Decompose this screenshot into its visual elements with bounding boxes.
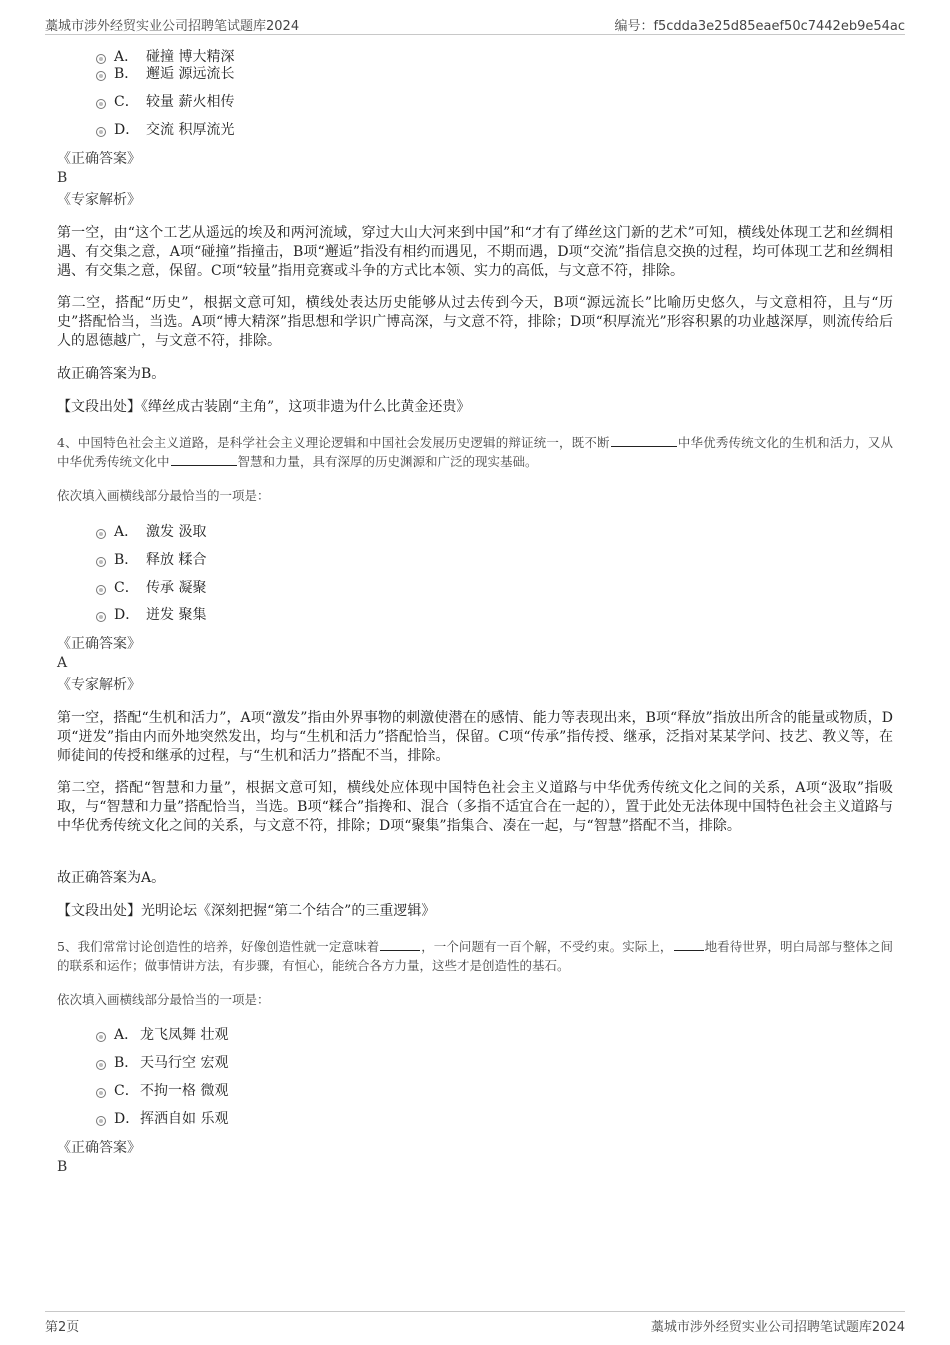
radio-icon[interactable] <box>96 1088 106 1098</box>
fill-blank <box>674 938 704 951</box>
q3-conclusion: 故正确答案为B。 <box>57 366 166 382</box>
page-footer <box>45 1311 905 1335</box>
q3-answer: B <box>57 170 68 186</box>
q4-option-a[interactable]: A． 激发 汲取 <box>96 523 206 541</box>
q3-option-b[interactable]: B． 邂逅 源远流长 <box>96 65 234 83</box>
radio-icon[interactable] <box>96 1060 106 1070</box>
radio-icon[interactable] <box>96 127 106 137</box>
fill-blank <box>611 434 677 447</box>
q5-option-a[interactable]: A． 龙飞凤舞 壮观 <box>96 1026 228 1044</box>
q5-answer: B <box>57 1159 68 1175</box>
q5-option-b[interactable]: B． 天马行空 宏观 <box>96 1054 228 1072</box>
footer-title: 藁城市涉外经贸实业公司招聘笔试题库2024 <box>650 1320 905 1335</box>
q4-prompt: 依次填入画横线部分最恰当的一项是： <box>57 488 270 503</box>
q3-option-d[interactable]: D． 交流 积厚流光 <box>96 121 234 139</box>
q3-option-a[interactable]: A． 碰撞 博大精深 <box>96 48 234 66</box>
document-id: 编号：f5cdda3e25d85eaef50c7442eb9e54ac <box>614 19 905 34</box>
page-header <box>45 12 905 35</box>
q3-option-c[interactable]: C． 较量 薪火相传 <box>96 93 234 111</box>
radio-icon[interactable] <box>96 557 106 567</box>
q4-option-c[interactable]: C． 传承 凝聚 <box>96 579 206 597</box>
q4-analysis-p2: 第二空，搭配“智慧和力量”，根据文意可知，横线处应体现中国特色社会主义道路与中华优秀传统文化之间的关系，A项“汲取”指吸取，与“智慧和力量”搭配恰当，当选。B项“糅合”指搀和、混合（多指不适宜合在一起的），置于此处无法体现中国特色社会主义道路与中华优秀传统文化之间的关系，与文意不符，排除；D项“聚集”指集合、凑在一起，与“智慧”搭配不当，排除。 <box>57 780 893 834</box>
radio-icon[interactable] <box>96 585 106 595</box>
q3-analysis-p2: 第二空，搭配“历史”，根据文意可知，横线处表达历史能够从过去传到今天，B项“源远流长”比喻历史悠久，与文意相符，且与“历史”搭配恰当，当选。A项“博大精深”指思想和学识广博高深，与文意不符，排除；D项“积厚流光”形容积累的功业越深厚，则流传给后人的恩德越广，与文意不符，排除。 <box>57 295 893 349</box>
q4-answer-title: 《正确答案》 <box>57 636 141 652</box>
radio-icon[interactable] <box>96 1032 106 1042</box>
q4-source: 【文段出处】光明论坛《深刻把握“第二个结合”的三重逻辑》 <box>57 903 436 919</box>
q4-option-b[interactable]: B． 释放 糅合 <box>96 551 206 569</box>
q4-analysis-p1: 第一空，搭配“生机和活力”，A项“激发”指由外界事物的刺激使潜在的感情、能力等表现出来，B项“释放”指放出所含的能量或物质，D项“迸发”指由内而外地突然发出，均与“生机和活力”搭配恰当，保留。C项“传承”指传授、继承，泛指对某某学问、技艺、教义等，在师徒间的传授和继承的过程，与“生机和活力”搭配不当，排除。 <box>57 710 893 764</box>
page-number: 第2页 <box>45 1320 80 1335</box>
header-title: 藁城市涉外经贸实业公司招聘笔试题库2024 <box>45 19 300 34</box>
q4-option-d[interactable]: D． 迸发 聚集 <box>96 606 206 624</box>
q4-conclusion: 故正确答案为A。 <box>57 870 166 886</box>
q5-answer-title: 《正确答案》 <box>57 1140 141 1156</box>
radio-icon[interactable] <box>96 71 106 81</box>
radio-icon[interactable] <box>96 612 106 622</box>
radio-icon[interactable] <box>96 54 106 64</box>
q5-question: 5、我们常常讨论创造性的培养，好像创造性就一定意味着 ，一个问题有一百个解，不受约束。实际上， 地看待世界，明白局部与整体之间的联系和运作；做事情讲方法，有步骤，有恒心，能统合各方力量，这些才是创造性的基石。 <box>57 939 893 973</box>
q3-source: 【文段出处】《缂丝成古装剧“主角”，这项非遗为什么比黄金还贵》 <box>57 399 471 415</box>
q3-analysis-p1: 第一空，由“这个工艺从遥远的埃及和两河流域，穿过大山大河来到中国”和“才有了缂丝这门新的艺术”可知，横线处体现工艺和丝绸相遇、有交集之意，A项“碰撞”指撞击，B项“邂逅”指没有相约而遇见，不期而遇，D项“交流”指信息交换的过程，均可体现工艺和丝绸相遇、有交集之意，保留。C项“较量”指用竞赛或斗争的方式比本领、实力的高低，与文意不符，排除。 <box>57 225 893 279</box>
q4-question: 4、中国特色社会主义道路，是科学社会主义理论逻辑和中国社会发展历史逻辑的辩证统一，既不断 中华优秀传统文化的生机和活力，又从中华优秀传统文化中 智慧和力量，具有深厚的历史渊源和广泛的现实基础。 <box>57 435 893 469</box>
radio-icon[interactable] <box>96 99 106 109</box>
q4-answer: A <box>57 655 68 671</box>
fill-blank <box>380 938 420 951</box>
q4-analysis-title: 《专家解析》 <box>57 677 141 693</box>
q5-prompt: 依次填入画横线部分最恰当的一项是： <box>57 992 270 1007</box>
q3-answer-title: 《正确答案》 <box>57 151 141 167</box>
q5-option-c[interactable]: C．不拘一格 微观 <box>96 1082 228 1100</box>
q5-option-d[interactable]: D．挥洒自如 乐观 <box>96 1110 228 1128</box>
fill-blank <box>171 453 237 466</box>
q3-analysis-title: 《专家解析》 <box>57 192 141 208</box>
radio-icon[interactable] <box>96 1116 106 1126</box>
radio-icon[interactable] <box>96 529 106 539</box>
